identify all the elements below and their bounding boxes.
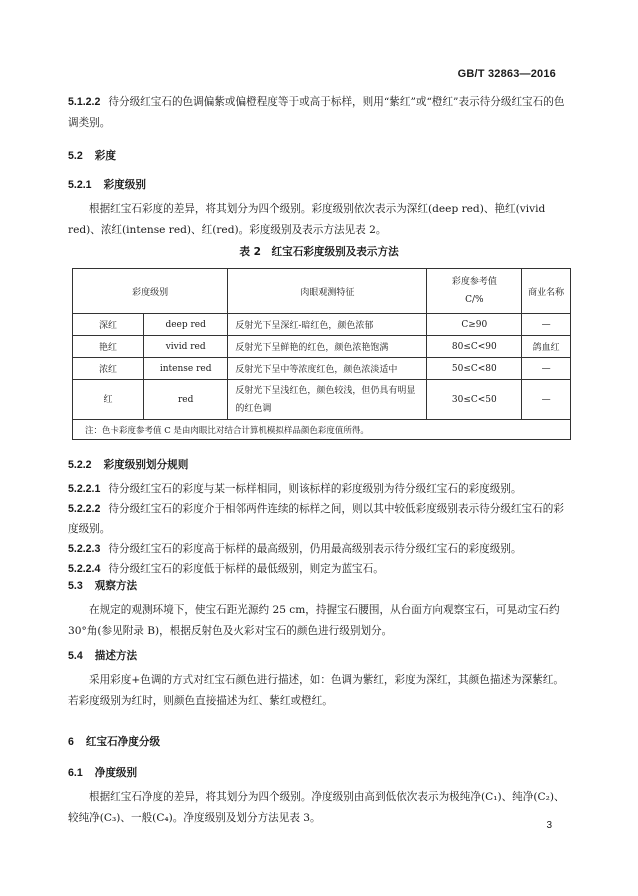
clause-5-2-2-3: 5.2.2.3 待分级红宝石的彩度高于标样的最高级别，仍用最高级别表示待分级红宝石的彩度级别。	[68, 543, 522, 555]
header-ref-value: 彩度参考值 C/%	[427, 269, 522, 314]
section-heading-5-2: 5.2 彩度	[68, 150, 116, 162]
clause-number: 5.1.2.2	[68, 96, 101, 108]
paragraph-5-4: 采用彩度+色调的方式对红宝石颜色进行描述，如：色调为紫红，彩度为深红，其颜色描述为深紫红。若彩度级别为红时，则颜色直接描述为红、紫红或橙红。	[68, 674, 564, 707]
header-grade: 彩度级别	[73, 269, 228, 314]
section-heading-6-1: 6.1 净度级别	[68, 767, 138, 779]
clause-5-1-2-2	[68, 92, 573, 134]
clause-text: 待分级红宝石的色调偏紫或偏橙程度等于或高于标样，则用“紫红”或“橙红”表示待分级红宝石的色调类别。	[68, 96, 565, 129]
table-header-row	[73, 269, 571, 314]
table-note: 注：色卡彩度参考值 C 是由肉眼比对结合计算机模拟样品颜色彩度值所得。	[73, 420, 571, 440]
section-heading-5-2-1: 5.2.1 彩度级别	[68, 179, 146, 191]
clause-5-2-2-1: 5.2.2.1 待分级红宝石的彩度与某一标样相同，则该标样的彩度级别为待分级红宝石的彩度级别。	[68, 483, 522, 495]
header-trade-name: 商业名称	[522, 269, 571, 314]
header-feature: 肉眼观测特征	[228, 269, 427, 314]
table-row: 艳红 vivid red 反射光下呈鲜艳的红色，颜色浓艳饱满 80≤C<90 鸽血红	[73, 336, 571, 358]
table-row: 红 red 反射光下呈浅红色，颜色较浅，但仍具有明显的红色调 30≤C<50 —	[73, 380, 571, 420]
table-row: 浓红 intense red 反射光下呈中等浓度红色，颜色浓淡适中 50≤C<80 —	[73, 358, 571, 380]
clause-5-2-2-4: 5.2.2.4 待分级红宝石的彩度低于标样的最低级别，则定为蓝宝石。	[68, 563, 384, 575]
paragraph-5-2-1: 根据红宝石彩度的差异，将其划分为四个级别。彩度级别依次表示为深红(deep red)、艳红(vivid red)、浓红(intense red)、红(red)。彩度级别及表示方法见表 2。	[68, 203, 546, 236]
clauses-5-2-2	[68, 479, 573, 579]
standard-code: GB/T 32863—2016	[457, 68, 556, 80]
section-heading-5-2-2: 5.2.2 彩度级别划分规则	[68, 459, 189, 471]
clause-5-2-2-2: 5.2.2.2 待分级红宝石的彩度介于相邻两件连续的标样之间，则以其中较低彩度级别表示待分级红宝石的彩度级别。	[68, 503, 564, 535]
table-note-row	[73, 420, 571, 440]
section-heading-6: 6 红宝石净度分级	[68, 736, 161, 748]
paragraph-6-1: 根据红宝石净度的差异，将其划分为四个级别。净度级别由高到低依次表示为极纯净(C₁)、纯净(C₂)、较纯净(C₃)、一般(C₄)。净度级别及划分方法见表 3。	[68, 791, 565, 824]
chroma-grade-table	[72, 268, 571, 440]
table-caption: 表 2 红宝石彩度级别及表示方法	[239, 246, 399, 258]
page-number: 3	[546, 820, 552, 831]
section-heading-5-3: 5.3 观察方法	[68, 580, 138, 592]
table-row: 深红 deep red 反射光下呈深红-暗红色，颜色浓郁 C≥90 —	[73, 314, 571, 336]
section-heading-5-4: 5.4 描述方法	[68, 650, 138, 662]
paragraph-5-3: 在规定的观测环境下，使宝石距光源约 25 cm，持握宝石腰围，从台面方向观察宝石，可晃动宝石约 30°角(参见附录 B)，根据反射色及火彩对宝石的颜色进行级别划分。	[68, 604, 560, 637]
